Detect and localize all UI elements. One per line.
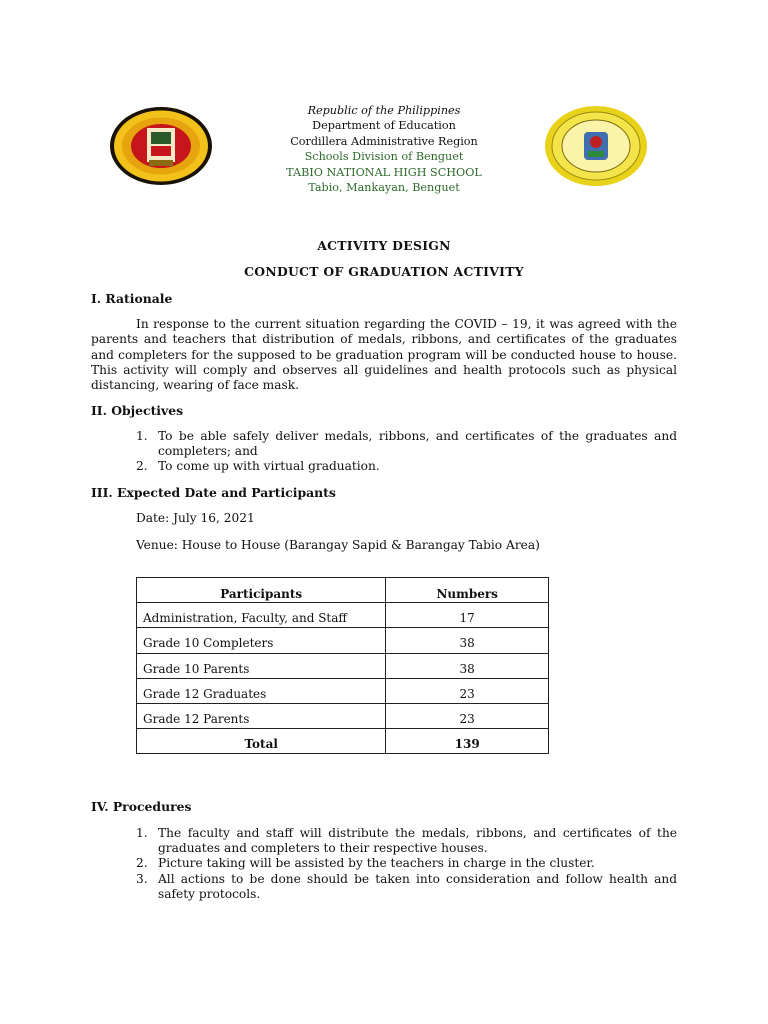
list-text: Picture taking will be assisted by the teachers in charge in the cluster. — [158, 856, 595, 871]
table-row — [137, 678, 549, 703]
participants-table — [136, 577, 549, 754]
region-line: Cordillera Administrative Region — [290, 134, 478, 148]
objectives-heading: II. Objectives — [91, 403, 184, 418]
document-title: ACTIVITY DESIGN — [317, 238, 451, 253]
total-label: Total — [137, 729, 386, 754]
rationale-paragraph: In response to the current situation regarding the COVID – 19, it was agreed with the parents and teachers that distribution of medals, ribbons, and certificates of the graduates and completers for the supposed to be graduation program will be conducted house to house. This activity will comply and observes all guidelines and health protocols such as physical distancing, wearing of face mask. — [91, 317, 677, 393]
list-number: 1. — [136, 429, 148, 443]
department-line: Department of Education — [312, 119, 456, 133]
number-cell: 23 — [386, 678, 549, 703]
letterhead — [234, 103, 534, 195]
list-item — [136, 429, 677, 459]
participant-cell: Grade 12 Parents — [137, 703, 386, 728]
procedures-list — [136, 826, 677, 902]
list-number: 1. — [136, 826, 148, 840]
number-cell: 38 — [386, 653, 549, 678]
table-row — [137, 603, 549, 628]
republic-line: Republic of the Philippines — [307, 104, 461, 117]
list-number: 3. — [136, 871, 148, 886]
school-line: TABIO NATIONAL HIGH SCHOOL — [286, 165, 482, 179]
participant-cell: Grade 10 Completers — [137, 628, 386, 653]
schools-division-seal-icon — [109, 106, 213, 186]
table-row — [137, 703, 549, 728]
table-header-row — [137, 578, 549, 603]
table-row — [137, 628, 549, 653]
table-row — [137, 653, 549, 678]
list-text: To be able safely deliver medals, ribbons, and certificates of the graduates and completers; and — [158, 429, 677, 459]
list-text: All actions to be done should be taken into consideration and follow health and safety protocols. — [158, 871, 677, 901]
participant-cell: Grade 10 Parents — [137, 653, 386, 678]
list-text: To come up with virtual graduation. — [158, 459, 380, 474]
document-subtitle: CONDUCT OF GRADUATION ACTIVITY — [244, 264, 524, 279]
objectives-list — [136, 429, 677, 475]
tabio-school-seal-icon — [544, 105, 648, 187]
event-venue: Venue: House to House (Barangay Sapid & Barangay Tabio Area) — [136, 538, 540, 552]
list-number: 2. — [136, 459, 148, 474]
participant-cell: Grade 12 Graduates — [137, 678, 386, 703]
rationale-heading: I. Rationale — [91, 291, 173, 306]
table-total-row — [137, 729, 549, 754]
number-cell: 23 — [386, 703, 549, 728]
list-item — [136, 856, 677, 871]
number-cell: 38 — [386, 628, 549, 653]
address-line: Tabio, Mankayan, Benguet — [308, 181, 460, 195]
list-item — [136, 826, 677, 856]
procedures-heading: IV. Procedures — [91, 799, 192, 814]
division-line: Schools Division of Benguet — [304, 150, 464, 164]
list-number: 2. — [136, 856, 148, 871]
expected-heading: III. Expected Date and Participants — [91, 485, 336, 500]
column-header-participants: Participants — [137, 578, 386, 603]
list-text: The faculty and staff will distribute the medals, ribbons, and certificates of the graduates and completers to their respective houses. — [158, 826, 677, 856]
number-cell: 17 — [386, 603, 549, 628]
participant-cell: Administration, Faculty, and Staff — [137, 603, 386, 628]
column-header-numbers: Numbers — [386, 578, 549, 603]
total-value: 139 — [386, 729, 549, 754]
event-date: Date: July 16, 2021 — [136, 511, 255, 525]
list-item — [136, 459, 677, 474]
list-item — [136, 872, 677, 902]
